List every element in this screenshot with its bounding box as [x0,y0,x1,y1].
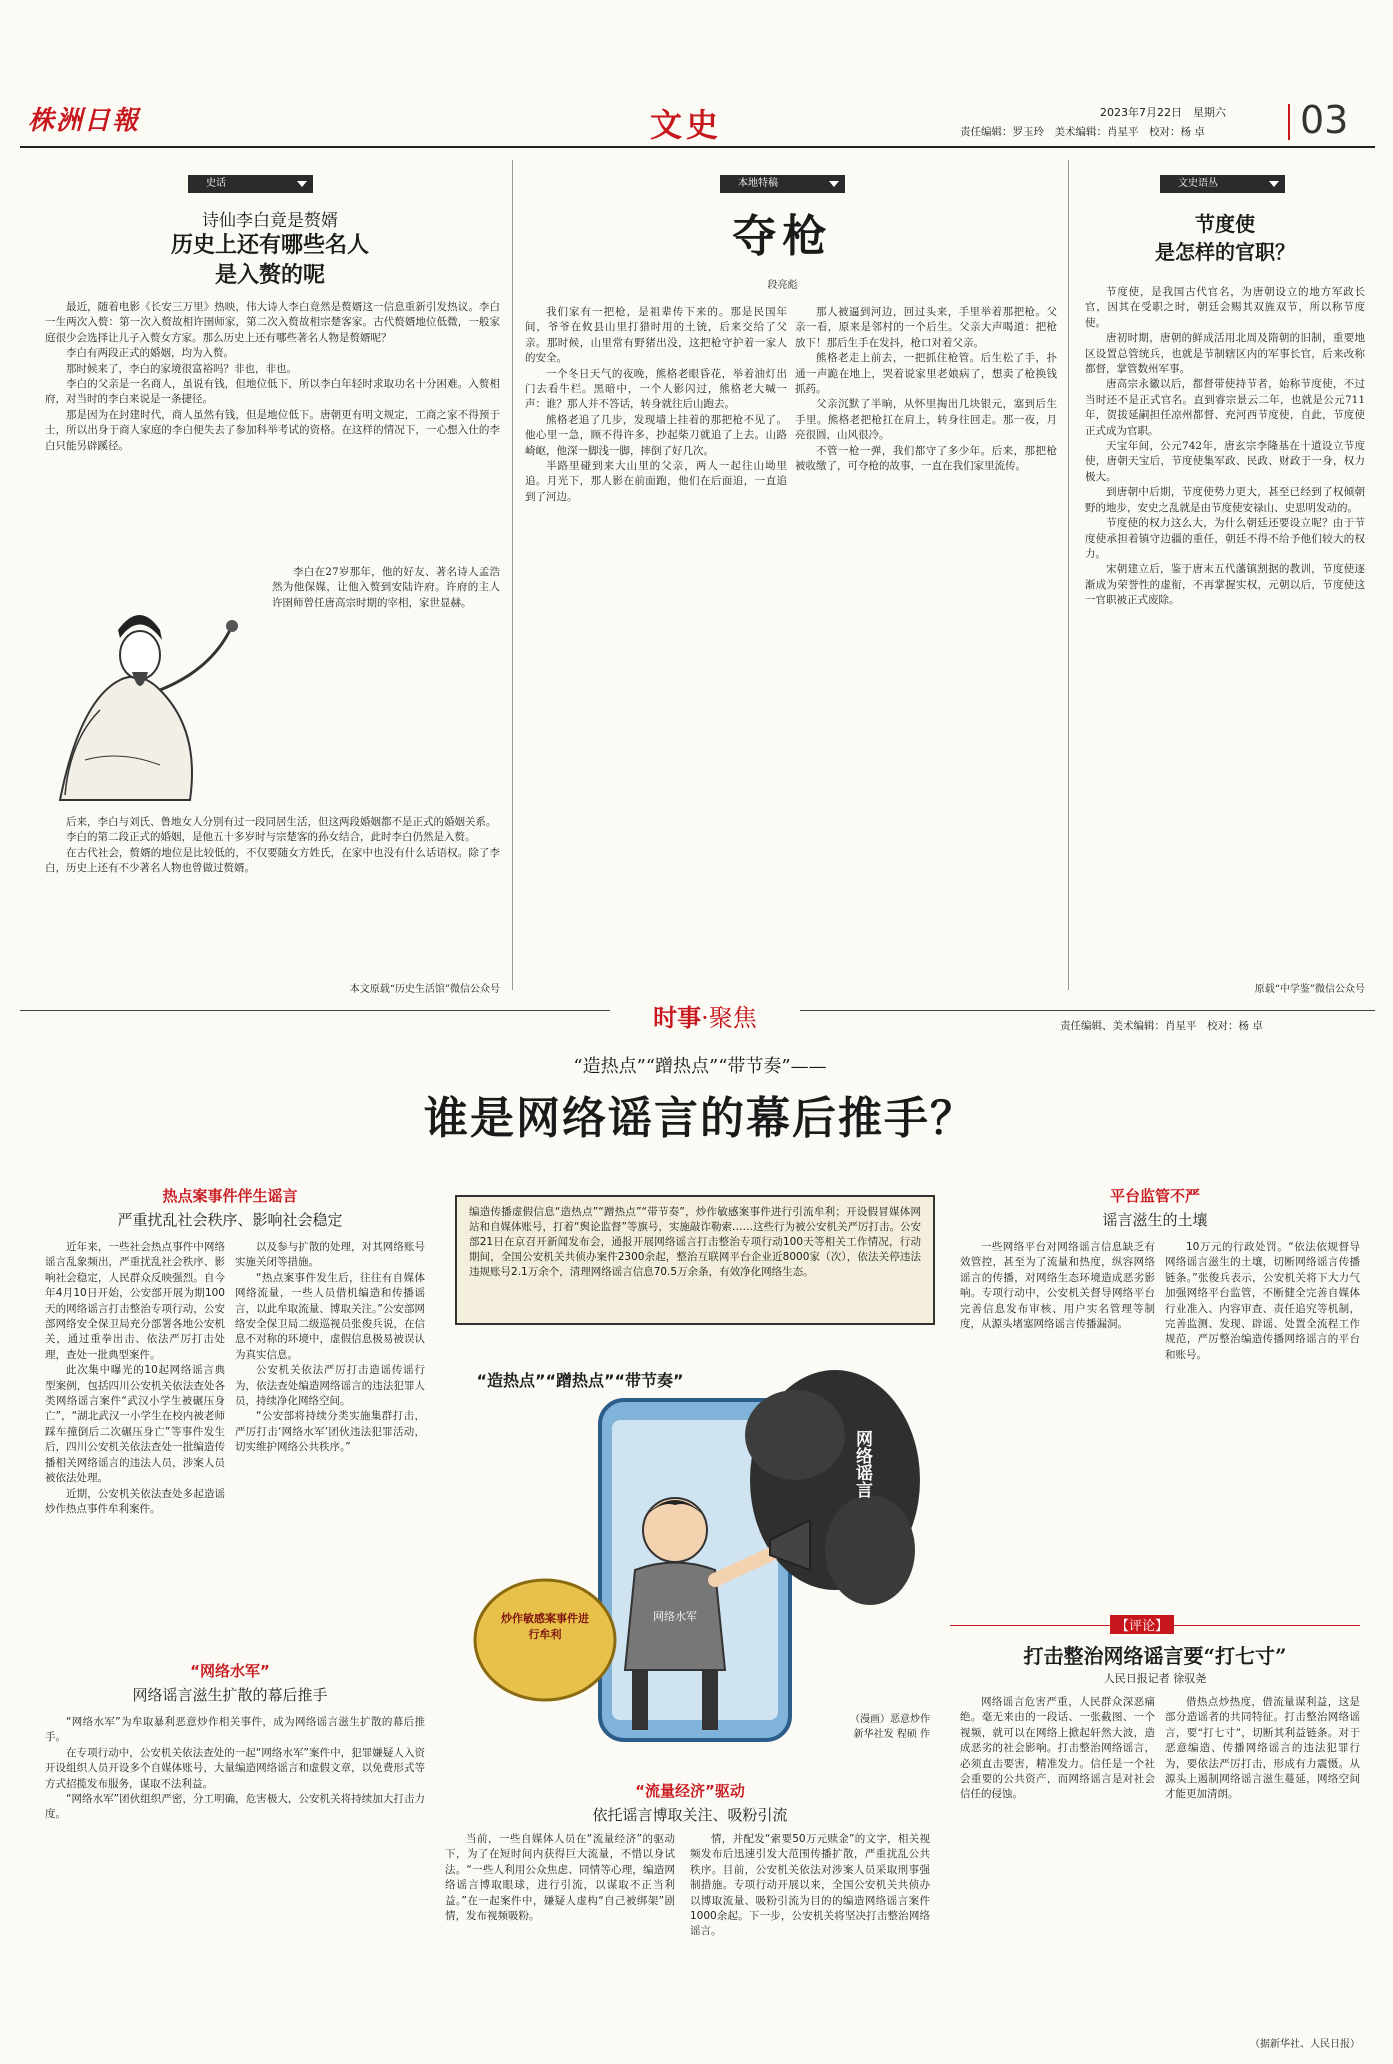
paragraph: 熊格老追了几步，发现墙上挂着的那把枪不见了。他心里一急，顾不得许多，抄起柴刀就追了上去。山路崎岖，他深一脚浅一脚，摔倒了好几次。 [525,413,787,457]
paragraph: 那时候来了，李白的家境很富裕吗？非也，非也。 [66,362,297,375]
paragraph: 李白的父亲是一名商人，虽说有钱，但地位低下，所以李白年轻时求取功名十分困难。入赘相府，对当时的李白来说是一条捷径。 [45,378,500,406]
paragraph: 此次集中曝光的10起网络谣言典型案例，包括四川公安机关依法查处各类网络谣言案件“武汉小学生被碾压身亡”，“湖北武汉一小学生在校内被老师踩车撞倒后二次碾压身亡”等事件发生后，四川公安机关依法查处一批编造传播相关网络谣言的违法人员，涉案人员被依法处理。 [45,1364,225,1485]
feature-left-col-2 [45,1715,425,1823]
poster-bag-text: 炒作敏感案事件进行牟利 [501,1612,589,1641]
paragraph: 后来，李白与刘氏、鲁地女人分别有过一段同居生活，但这两段婚姻都不是正式的婚姻关系。 [66,816,497,828]
paragraph: 李白在27岁那年，他的好友、著名诗人孟浩然为他保媒，让他入赘到安陆许府。许府的主人许圉师曾任唐高宗时期的宰相，家世显赫。 [272,566,500,609]
paragraph: 网络谣言危害严重，人民群众深恶痛绝。毫无来由的一段话、一张截图、一个视频，就可以在网络上掀起轩然大波，造成恶劣的社会影响。打击整治网络谣言，必须直击要害，精准发力。信任是一个社会重要的公共资产，而网络谣言是对社会信任的侵蚀。 [960,1696,1155,1801]
left-subhead-2 [30,1660,430,1705]
paragraph: 以及参与扩散的处理，对其网络账号实施关闭等措施。 [235,1241,425,1269]
subhead-red: 热点案事件伴生谣言 [162,1187,298,1205]
left-headline: 历史上还有哪些名人 是入赘的呢 [170,232,369,288]
right-subhead [945,1185,1365,1230]
paragraph: 当前，一些自媒体人员在“流量经济”的驱动下，为了在短时间内获得巨大流量，不惜以身试法。“一些人利用公众焦虑、同情等心理，编造网络谣言博取眼球，进行引流，以谋取不正当利益。”在一起案件中，嫌疑人虚构“自己被绑架”剧情，发布视频吸粉。 [445,1833,675,1923]
paragraph: 在古代社会，赘婿的地位是比较低的，不仅要随女方姓氏，在家中也没有什么话语权。除了李白，历史上还有不少著名人物也曾做过赘婿。 [45,846,500,875]
comment-source: （据新华社、人民日报） [1250,2039,1360,2050]
paragraph: 唐高宗永徽以后，都督带使持节者，始称节度使，不过当时还不是正式官名。直到睿宗景云二年，也就是公元711年，贺拔延嗣担任凉州都督、充河西节度使，自此，节度使正式成为官职。 [1085,378,1365,437]
chevron-down-icon [1269,181,1279,187]
band-label-a: 时事 [653,1003,702,1032]
band-label-b: ·聚焦 [701,1004,757,1032]
feature-subtitle: “造热点”“蹭热点”“带节奏”—— [573,1056,827,1077]
poster-art [450,1340,930,1760]
section-band [610,998,800,1032]
poster-cloud-text: 网络谣言 [852,1430,872,1498]
stream-col-1 [445,1832,675,1924]
subhead-black: 依托谣言博取关注、吸粉引流 [592,1806,788,1824]
paragraph: “公安部将持续分类实施集群打击，严厉打击‘网络水军’团伙违法犯罪活动，切实维护网络公共秩序。” [235,1410,425,1454]
paragraph: 父亲沉默了半晌，从怀里掏出几块银元，塞到后生手里。熊格老把枪扛在肩上，转身往回走。那一夜，月亮很圆，山风很冷。 [795,398,1057,442]
left-source: 本文原载“历史生活馆”微信公众号 [349,984,500,995]
band-credits: 责任编辑、美术编辑：肖星平 校对：杨 卓 [1060,1020,1263,1032]
feature-col-2 [235,1240,425,1456]
paragraph: 我们家有一把枪，是祖辈传下来的。那是民国年间，爷爷在攸县山里打猎时用的土铳，后来交给了父亲。那时候，山里常有野猪出没，这把枪守护着一家人的安全。 [525,306,787,365]
subhead-black: 网络谣言滋生扩散的幕后推手 [132,1686,328,1704]
masthead [0,0,1393,150]
paragraph: 近年来，一些社会热点事件中网络谣言乱象频出，严重扰乱社会秩序、影响社会稳定，人民群众反映强烈。自今年4月10日开始，公安部开展为期100天的网络谣言打击整治专项行动，公安部网络安全保卫局充分部署各地公安机关，通过重拳出击、依法严厉打击处理，查处一批典型案件。 [45,1241,225,1361]
paragraph: 节度使的权力这么大，为什么朝廷还要设立呢？由于节度使承担着镇守边疆的重任，朝廷不得不给予他们较大的权力。 [1085,517,1365,560]
paragraph: 不管一枪一弹，我们都守了多少年。后来，那把枪被收缴了，可夺枪的故事，一直在我们家里流传。 [795,444,1057,473]
chevron-down-icon [829,181,839,187]
paragraph: 公安机关依法严厉打击造谣传谣行为，依法查处编造网络谣言的违法犯罪人员，持续净化网络空间。 [235,1364,425,1408]
paragraph: “网络水军”团伙组织严密，分工明确，危害极大，公安机关将持续加大打击力度。 [45,1793,425,1821]
subhead-black: 严重扰乱社会秩序、影响社会稳定 [117,1211,343,1229]
paragraph: 唐初时期，唐朝的鲜成活用北周及隋朝的旧制，重要地区设置总管统兵，也就是节制辖区内的军事长官，后来改称都督，掌管数州军事。 [1085,332,1365,376]
paragraph: 近期，公安机关依法查处多起造谣炒作热点事件牟利案件。 [45,1487,225,1515]
left-title-pre: 诗仙李白竟是赘婿 [202,211,338,231]
mid-kicker: 本地特稿 [720,175,845,193]
poster-top-text: “造热点”“蹭热点”“带节奏” [476,1371,684,1390]
paragraph: 李白有两段正式的婚姻，均为入赘。 [66,347,234,360]
feature-title: 谁是网络谣言的幕后推手？ [424,1093,976,1144]
paragraph: “网络水军”为牟取暴利恶意炒作相关事件，成为网络谣言滋生扩散的幕后推手。 [45,1716,425,1744]
paragraph: 最近，随着电影《长安三万里》热映，伟大诗人李白竟然是赘婿这一信息重新引发热议。李白一生两次入赘：第一次入赘故相许圉师家，第二次入赘故相宗楚客家。古代赘婿地位低微，一般家庭很少会选择让儿子入赘女方家。那么历史上还有哪些著名人物是赘婿呢？ [45,301,500,344]
paragraph: “热点案事件发生后，往往有自媒体网络流量，一些人员借机编造和传播谣言，以此牟取流量、博取关注。”公安部网络安全保卫局二级巡视员张俊兵说，在信息不对称的环境中，虚假信息极易被误认为真实信息。 [235,1271,425,1361]
paragraph: 借热点炒热度，借流量谋利益，这是部分造谣者的共同特征。打击整治网络谣言，要“打七寸”，切断其利益链条。对于恶意编造、传播网络谣言的违法犯罪行为，要依法严厉打击，形成有力震慑。从源头上遏制网络谣言滋生蔓延，网络空间才能更加清朗。 [1165,1696,1360,1801]
left-body-bottom [45,815,500,877]
chevron-down-icon [297,181,307,187]
column-rule [512,160,513,990]
paragraph: 节度使，是我国古代官名，为唐朝设立的地方军政长官，因其在受职之时，朝廷会赐其双旌双节，所以称节度使。 [1085,286,1365,329]
comment-title: 打击整治网络谣言要“打七寸” [1023,1644,1287,1668]
subhead-red: “流量经济”驱动 [635,1782,745,1800]
paragraph: 半路里碰到来大山里的父亲，两人一起往山坳里追。月光下，那人影在前面跑，他们在后面追，一直追到了河边。 [525,460,787,503]
paragraph: 到唐朝中后期，节度使势力更大，甚至已经到了权倾朝野的地步，安史之乱就是由节度使安禄山、史思明发动的。 [1085,486,1365,514]
paragraph: 那人被逼到河边，回过头来，手里举着那把枪。父亲一看，原来是邻村的一个后生。父亲大声喝道：把枪放下！那后生手在发抖，枪口对着父亲。 [795,306,1057,349]
poster-shirt-text: 网络水军 [653,1610,697,1623]
paragraph: 10万元的行政处罚。“依法依规督导网络谣言滋生的土壤，切断网络谣言传播链条。”张俊兵表示，公安机关将下大力气加强网络平台监管，不断健全完善自媒体行业准入、内容审查、责任追究等机制，完善监测、发现、辟谣、处置全流程工作规范，严厉整治编造传播网络谣言的平台和账号。 [1165,1241,1360,1361]
comment-tag: 【评论】 [1110,1615,1174,1634]
comment-col-1 [960,1695,1155,1803]
left-kicker: 史话 [188,175,313,193]
stream-col-2 [690,1832,930,1940]
subhead-black: 谣言滋生的土壤 [1102,1211,1208,1229]
left-body-top [45,300,500,454]
right-source: 原载“中学鉴”微信公众号 [1254,984,1365,995]
comment-col-2 [1165,1695,1360,1803]
mid-col-1 [525,305,787,505]
poster [450,1340,930,1760]
right-col-1 [960,1240,1155,1332]
subhead-red: 平台监管不严 [1109,1187,1200,1205]
poster-caption: （漫画）恶意炒作 新华社发 程硕 作 [850,1714,930,1740]
subhead-red: “网络水军” [190,1662,270,1680]
stream-subhead [450,1780,930,1825]
newspaper-logo: 株洲日報 [28,106,141,136]
comment-author: 人民日报记者 徐驭尧 [1103,1672,1207,1685]
mid-author: 段亮彪 [767,280,798,291]
paragraph: 那是因为在封建时代，商人虽然有钱，但是地位低下。唐朝更有明文规定，工商之家不得预于士，所以出身于商人家庭的李白便失去了参加科举考试的资格。在这样的情况下，一心想入仕的李白只能另辟蹊径。 [45,408,500,452]
page-credits: 责任编辑：罗玉玲 美术编辑：肖星平 校对：杨 卓 [960,126,1205,138]
page-divider [1288,104,1290,140]
mid-headline: 夺枪 [732,211,833,262]
paragraph: 李白的第二段正式的婚姻，是他五十多岁时与宗楚客的孙女结合，此时李白仍然是入赘。 [66,831,476,844]
paragraph: 宋朝建立后，鉴于唐末五代藩镇割据的教训，节度使逐渐成为荣誉性的虚衔，不再掌握实权，元朝以后，节度使这一官职被正式废除。 [1085,563,1365,607]
right-headline: 节度使 是怎样的官职？ [1155,212,1295,264]
right-col-2 [1165,1240,1360,1363]
feature-left-col [45,1240,225,1517]
paragraph: 天宝年间，公元742年，唐玄宗李隆基在十道设立节度使，唐朝天宝后，节度使集军政、民政、财政于一身，权力极大。 [1085,440,1365,483]
left-body-wrap [272,565,500,611]
masthead-rule [20,146,1375,148]
column-rule [1068,160,1069,990]
paragraph: 一些网络平台对网络谣言信息缺乏有效管控，甚至为了流量和热度，纵容网络谣言的传播，对网络生态环境造成恶劣影响。专项行动中，公安机关督导网络平台完善信息发布审核、用户实名管理等制度，从源头堵塞网络谣言传播漏洞。 [960,1241,1155,1331]
paragraph: 熊格老走上前去，一把抓住枪管。后生松了手，扑通一声跪在地上，哭着说家里老娘病了，想卖了枪换钱抓药。 [795,352,1057,396]
intro-text: 编造传播虚假信息“造热点”“蹭热点”“带节奏”，炒作敏感案事件进行引流牟利；开设假冒媒体网站和自媒体账号，打着“舆论监督”等旗号，实施敲诈勒索……这些行为被公安机关严厉打击。公安部21日在京召开新闻发布会，通报开展网络谣言打击整治专项行动100天等相关工作情况，行动期间，全国公安机关共侦办案件2300余起，整治互联网平台企业近8000家（次），依法关停违法违规账号2.1万余个，清理网络谣言信息70.5万余条，有效净化网络生态。 [469,1206,921,1278]
mid-col-2 [795,305,1057,474]
left-subhead [30,1185,430,1230]
right-body [1085,285,1365,609]
paragraph: 一个冬日天气的夜晚，熊格老眼昏花，举着油灯出门去看牛栏。黑暗中，一个人影闪过，熊格老大喊一声：谁？那人并不答话，转身就往后山跑去。 [525,367,787,411]
intro-box [455,1195,935,1325]
page-number: 03 [1300,98,1349,142]
paragraph: 情，并配发“索要50万元赎金”的文字，相关视频发布后迅速引发大范围传播扩散，严重扰乱公共秩序。目前，公安机关依法对涉案人员采取刑事强制措施。专项行动开展以来，全国公安机关共侦办以博取流量、吸粉引流为目的的编造网络谣言案件1000余起。下一步，公安机关将坚决打击整治网络谣言。 [690,1833,930,1938]
section-title: 文史 [650,106,723,144]
paragraph: 在专项行动中，公安机关依法查处的一起“网络水军”案件中，犯罪嫌疑人入资开设组织人员开设多个自媒体账号，大量编造网络谣言和虚假文章，以免费形式等方式招揽发布服务，谋取不法利益。 [45,1746,425,1790]
issue-date: 2023年7月22日 星期六 [1100,106,1226,119]
right-kicker: 文史语丛 [1160,175,1285,193]
li-bai-illustration [40,560,260,810]
